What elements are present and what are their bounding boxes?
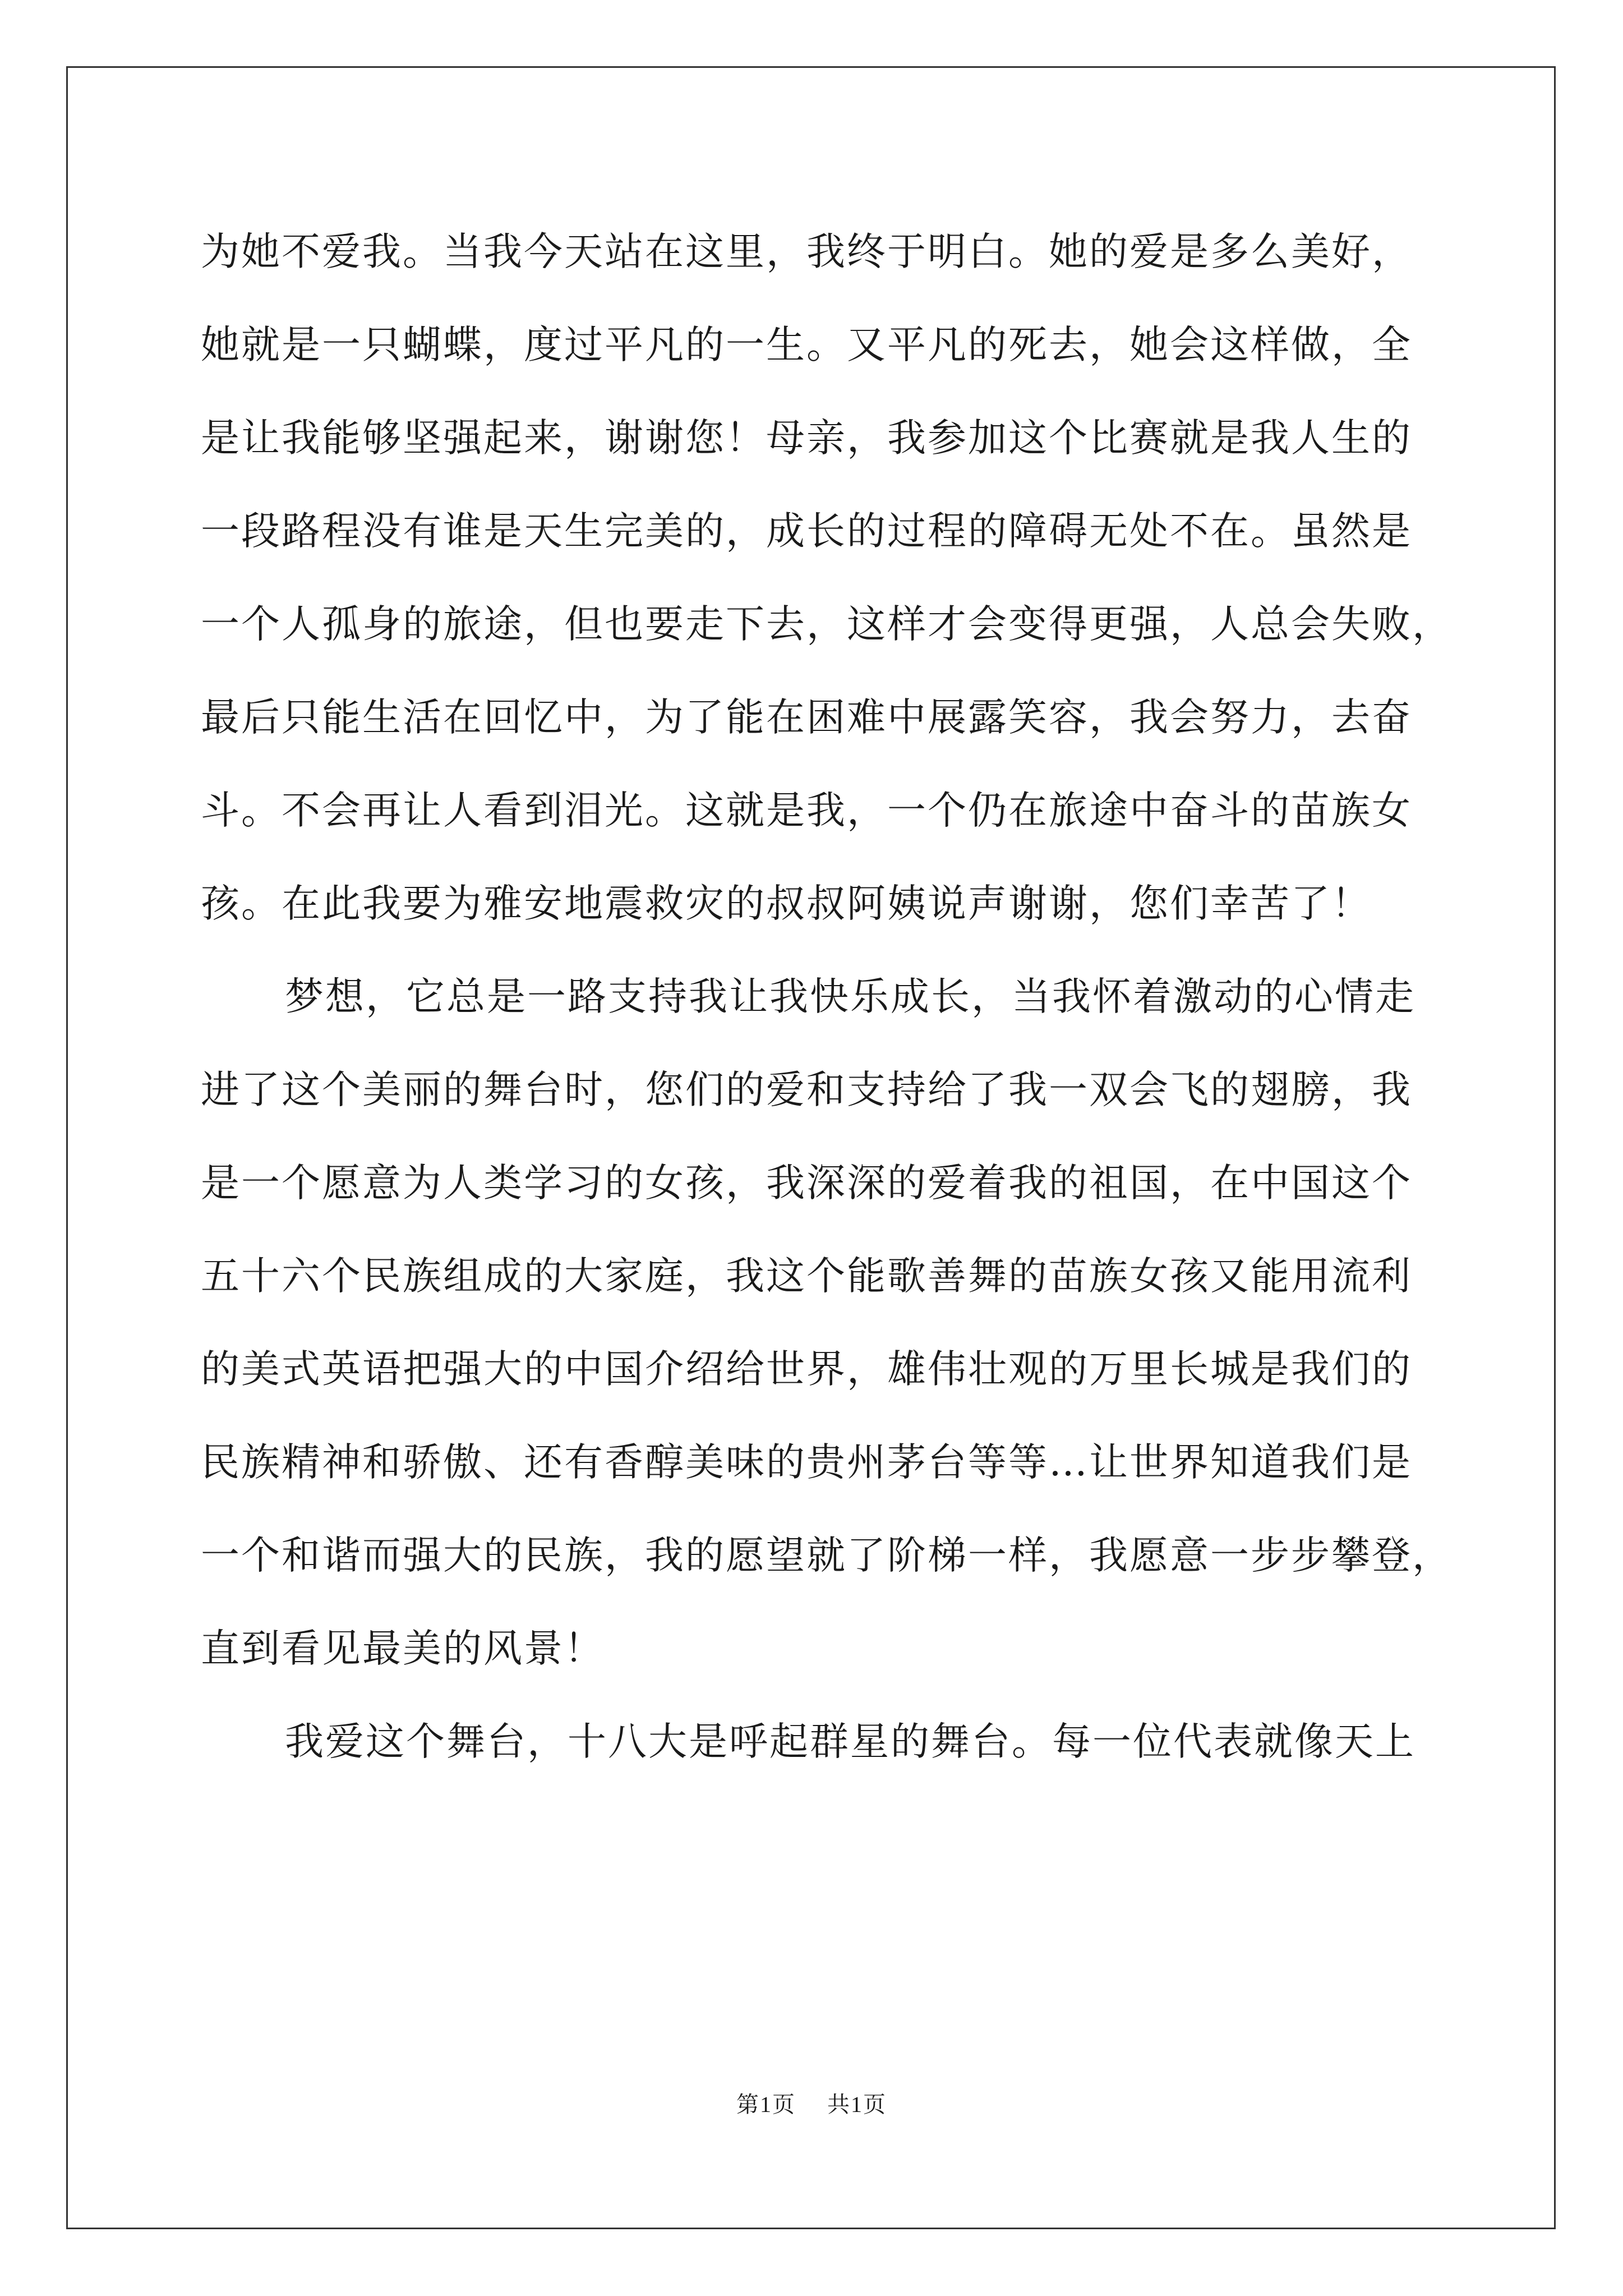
text-line: 一个和谐而强大的民族，我的愿望就了阶梯一样，我愿意一步步攀登， [201, 1533, 1453, 1578]
page-footer [0, 2087, 1623, 2119]
text-line: 进了这个美丽的舞台时，您们的爱和支持给了我一双会飞的翅膀，我 [201, 1068, 1412, 1112]
paragraph-start-line: 梦想，它总是一路支持我让我快乐成长，当我怀着激动的心情走 [285, 974, 1415, 1019]
text-line: 是一个愿意为人类学习的女孩，我深深的爱着我的祖国，在中国这个 [201, 1161, 1412, 1205]
text-line: 五十六个民族组成的大家庭，我这个能歌善舞的苗族女孩又能用流利 [201, 1254, 1412, 1299]
page-number: 第1页 [736, 2092, 796, 2117]
text-line: 孩。在此我要为雅安地震救灾的叔叔阿姨说声谢谢，您们幸苦了！ [201, 881, 1372, 926]
text-line: 她就是一只蝴蝶，度过平凡的一生。又平凡的死去，她会这样做，全 [201, 323, 1412, 367]
text-line: 为她不爱我。当我今天站在这里，我终于明白。她的爱是多么美好， [201, 229, 1412, 274]
page-total: 共1页 [827, 2092, 887, 2117]
text-line: 斗。不会再让人看到泪光。这就是我，一个仍在旅途中奋斗的苗族女 [201, 788, 1412, 833]
text-line: 是让我能够坚强起来，谢谢您！母亲，我参加这个比赛就是我人生的 [201, 416, 1412, 461]
text-line: 民族精神和骄傲、还有香醇美味的贵州茅台等等…让世界知道我们是 [201, 1440, 1412, 1485]
text-line: 直到看见最美的风景！ [201, 1626, 605, 1671]
text-line: 的美式英语把强大的中国介绍给世界，雄伟壮观的万里长城是我们的 [201, 1347, 1412, 1392]
text-line: 一段路程没有谁是天生完美的，成长的过程的障碍无处不在。虽然是 [201, 509, 1412, 554]
document-body [201, 205, 1453, 1788]
text-line: 最后只能生活在回忆中，为了能在困难中展露笑容，我会努力，去奋 [201, 695, 1412, 740]
paragraph-start-line: 我爱这个舞台，十八大是呼起群星的舞台。每一位代表就像天上 [285, 1719, 1415, 1764]
text-line: 一个人孤身的旅途，但也要走下去，这样才会变得更强，人总会失败， [201, 602, 1453, 647]
